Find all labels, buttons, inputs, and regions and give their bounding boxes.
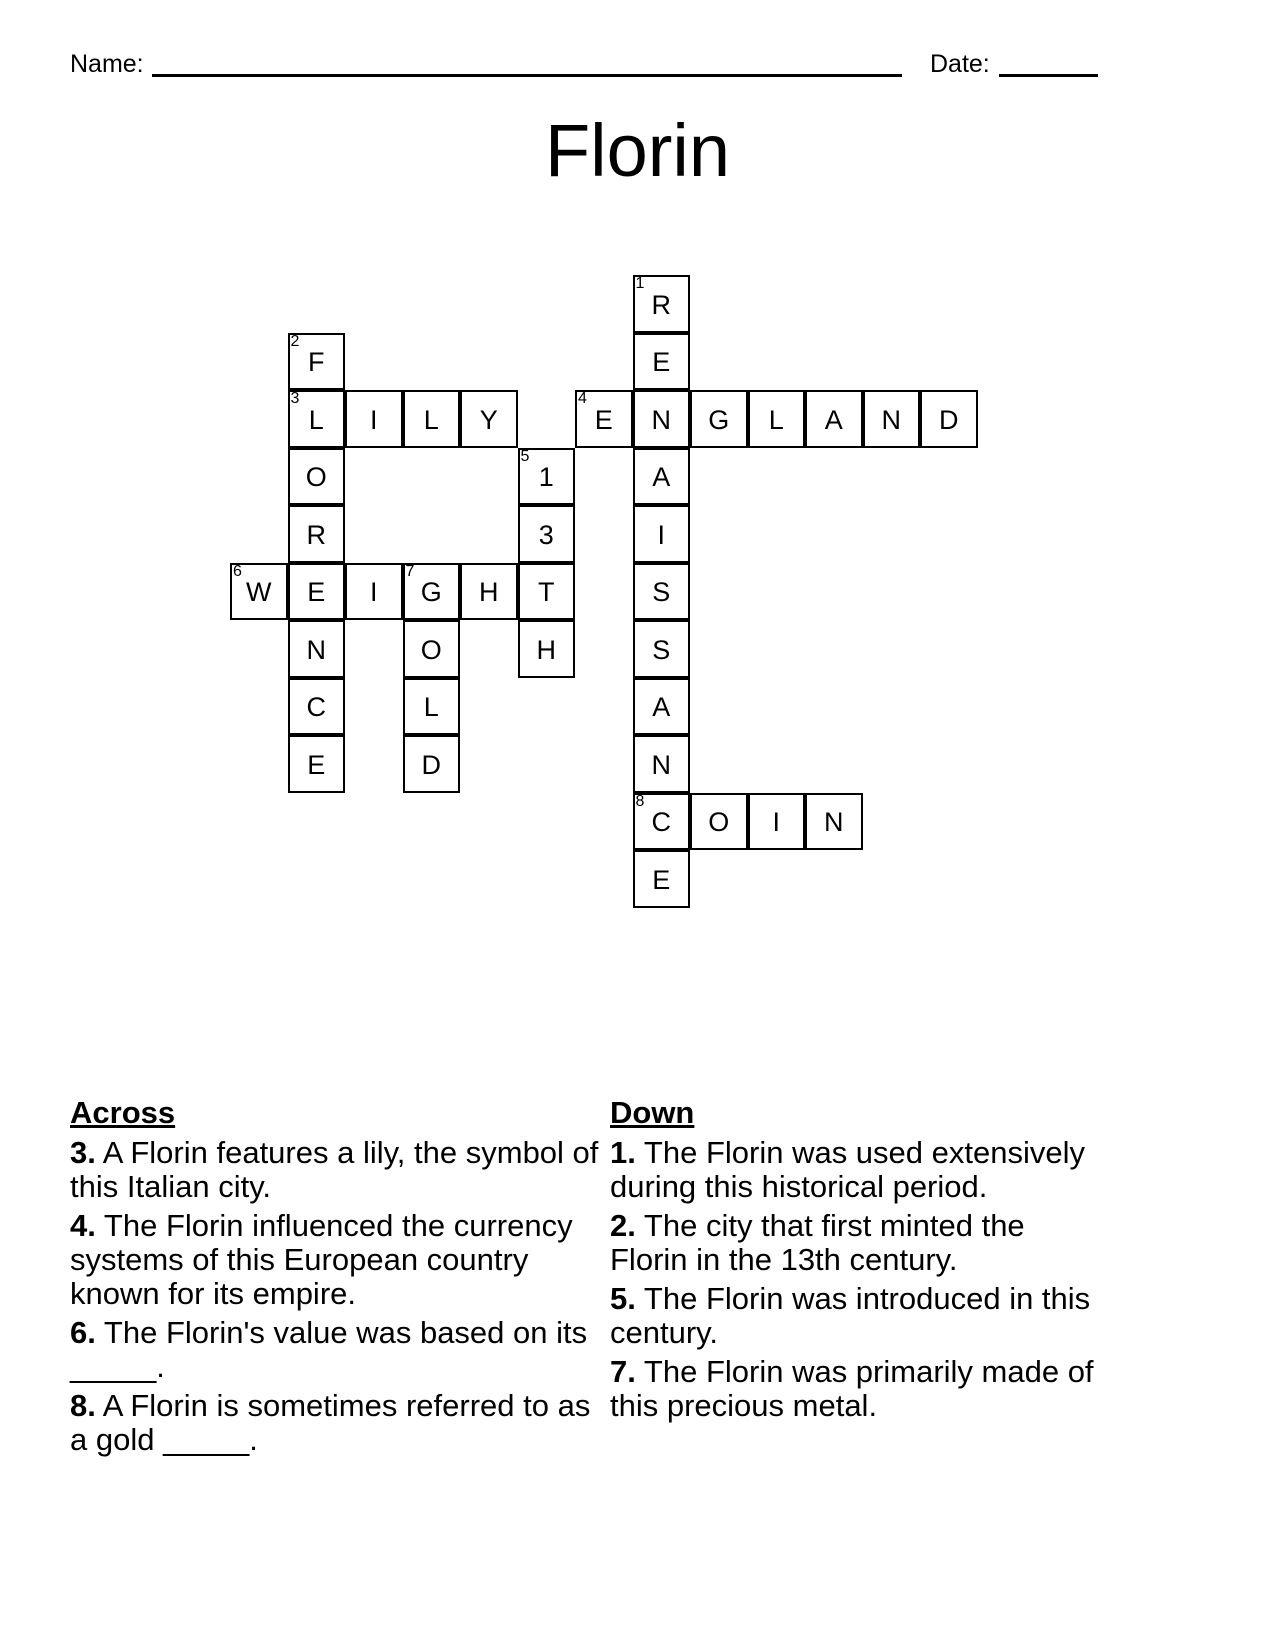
cell-letter: E: [307, 577, 326, 608]
clue-down: [610, 1136, 1110, 1204]
down-clues: [610, 1096, 1110, 1428]
cell-number: 8: [635, 792, 645, 810]
cell-letter: H: [536, 634, 556, 665]
cell-letter: N: [306, 634, 326, 665]
cell-letter: O: [420, 634, 442, 665]
grid-cell[interactable]: [403, 390, 461, 448]
grid-cell[interactable]: [345, 390, 403, 448]
grid-cell[interactable]: [288, 735, 346, 793]
clue-number: 3.: [70, 1135, 96, 1170]
cell-letter: G: [708, 404, 730, 435]
grid-cell[interactable]: [460, 390, 518, 448]
clue-number: 5.: [610, 1281, 636, 1316]
clue-text: The Florin was primarily made of this precious metal.: [610, 1354, 1094, 1423]
clue-across: [70, 1389, 600, 1457]
clue-number: 2.: [610, 1208, 636, 1243]
cell-letter: D: [939, 404, 959, 435]
clue-number: 1.: [610, 1135, 636, 1170]
grid-cell[interactable]: [345, 563, 403, 621]
cell-letter: I: [369, 404, 378, 435]
grid-cell[interactable]: [518, 620, 576, 678]
clue-number: 6.: [70, 1315, 96, 1350]
cell-number: 7: [405, 562, 415, 580]
cell-letter: N: [651, 749, 671, 780]
grid-cell[interactable]: [633, 678, 691, 736]
grid-cell[interactable]: [288, 333, 346, 391]
cell-letter: E: [307, 749, 326, 780]
grid-cell[interactable]: [403, 620, 461, 678]
cell-letter: L: [423, 404, 439, 435]
clue-number: 4.: [70, 1208, 96, 1243]
grid-cell[interactable]: [518, 505, 576, 563]
grid-cell[interactable]: [748, 390, 806, 448]
cell-letter: R: [306, 519, 326, 550]
cell-number: 4: [578, 390, 587, 407]
grid-cell[interactable]: [863, 390, 921, 448]
grid-cell[interactable]: [633, 390, 691, 448]
grid-cell[interactable]: [460, 563, 518, 621]
cell-letter: 1: [538, 462, 554, 493]
clue-text: The Florin was introduced in this century.: [610, 1281, 1091, 1350]
grid-cell[interactable]: [288, 563, 346, 621]
across-heading: Across: [70, 1095, 176, 1130]
grid-cell[interactable]: [633, 563, 691, 621]
cell-letter: T: [538, 577, 555, 608]
clue-text: The Florin was used extensively during this historical period.: [610, 1135, 1085, 1204]
cell-letter: L: [768, 404, 784, 435]
grid-cell[interactable]: [403, 678, 461, 736]
clue-down: [610, 1355, 1110, 1423]
cell-letter: E: [652, 347, 671, 378]
clue-number: 8.: [70, 1388, 96, 1423]
cell-letter: C: [651, 807, 671, 838]
cell-number: 1: [635, 275, 645, 292]
cell-letter: R: [651, 289, 671, 320]
cell-letter: C: [306, 692, 326, 723]
cell-letter: I: [772, 807, 780, 838]
cell-letter: I: [369, 577, 378, 608]
grid-cell[interactable]: [633, 505, 691, 563]
cell-letter: N: [881, 404, 901, 435]
clue-across: [70, 1316, 600, 1384]
cell-letter: I: [657, 519, 665, 550]
grid-cell[interactable]: [633, 735, 691, 793]
clue-text: The Florin influenced the currency systems of this European country known for its empire.: [70, 1208, 573, 1311]
grid-cell[interactable]: [288, 448, 346, 506]
down-heading: Down: [610, 1095, 695, 1130]
cell-letter: W: [246, 577, 272, 608]
grid-cell[interactable]: [403, 735, 461, 793]
cell-letter: A: [652, 692, 671, 723]
grid-cell[interactable]: [288, 505, 346, 563]
clue-down: [610, 1282, 1110, 1350]
cell-letter: G: [420, 577, 442, 608]
grid-cell[interactable]: [920, 390, 978, 448]
grid-cell[interactable]: [633, 448, 691, 506]
grid-cell[interactable]: [518, 563, 576, 621]
cell-letter: D: [421, 749, 441, 780]
across-clues: [70, 1096, 600, 1462]
cell-letter: A: [824, 404, 843, 435]
cell-number: 3: [290, 390, 300, 407]
cell-number: 2: [290, 332, 300, 350]
cell-letter: L: [308, 404, 324, 435]
grid-cell[interactable]: [518, 448, 576, 506]
grid-cell[interactable]: [633, 275, 691, 333]
cell-number: 5: [520, 447, 530, 465]
cell-letter: S: [652, 634, 671, 665]
cell-letter: O: [305, 462, 327, 493]
grid-cell[interactable]: [748, 793, 806, 851]
cell-letter: O: [708, 807, 730, 838]
grid-cell[interactable]: [633, 850, 691, 908]
date-label: Date:: [930, 50, 990, 78]
cell-letter: N: [824, 807, 844, 838]
name-label: Name:: [70, 50, 144, 78]
grid-cell[interactable]: [633, 793, 691, 851]
cell-letter: E: [652, 864, 671, 895]
clue-number: 7.: [610, 1354, 636, 1389]
cell-letter: A: [652, 462, 671, 493]
grid-cell[interactable]: [575, 390, 633, 448]
grid-cell[interactable]: [230, 563, 288, 621]
grid-cell[interactable]: [403, 563, 461, 621]
cell-number: 6: [233, 562, 242, 580]
grid-cell[interactable]: [690, 793, 748, 851]
cell-letter: L: [423, 692, 439, 723]
grid-cell[interactable]: [288, 620, 346, 678]
clue-text: The city that first minted the Florin in the 13th century.: [610, 1208, 1025, 1277]
grid-cell[interactable]: [288, 678, 346, 736]
grid-cell[interactable]: [805, 793, 863, 851]
clue-across: [70, 1136, 600, 1204]
grid-cell[interactable]: [633, 620, 691, 678]
cell-letter: Y: [479, 404, 498, 435]
cell-letter: E: [594, 404, 613, 435]
cell-letter: 3: [538, 519, 554, 550]
clue-text: The Florin's value was based on its _____.: [70, 1315, 588, 1384]
clue-down: [610, 1209, 1110, 1277]
cell-letter: H: [479, 577, 499, 608]
clue-text: A Florin is sometimes referred to as a gold _____.: [70, 1388, 591, 1457]
grid-cell[interactable]: [288, 390, 346, 448]
page-title: Florin: [544, 109, 731, 192]
grid-cell[interactable]: [690, 390, 748, 448]
grid-cell[interactable]: [633, 333, 691, 391]
cell-letter: S: [652, 577, 671, 608]
clue-across: [70, 1209, 600, 1311]
clue-text: A Florin features a lily, the symbol of this Italian city.: [70, 1135, 599, 1204]
cell-letter: F: [308, 347, 325, 378]
grid-cell[interactable]: [805, 390, 863, 448]
cell-letter: N: [651, 404, 671, 435]
